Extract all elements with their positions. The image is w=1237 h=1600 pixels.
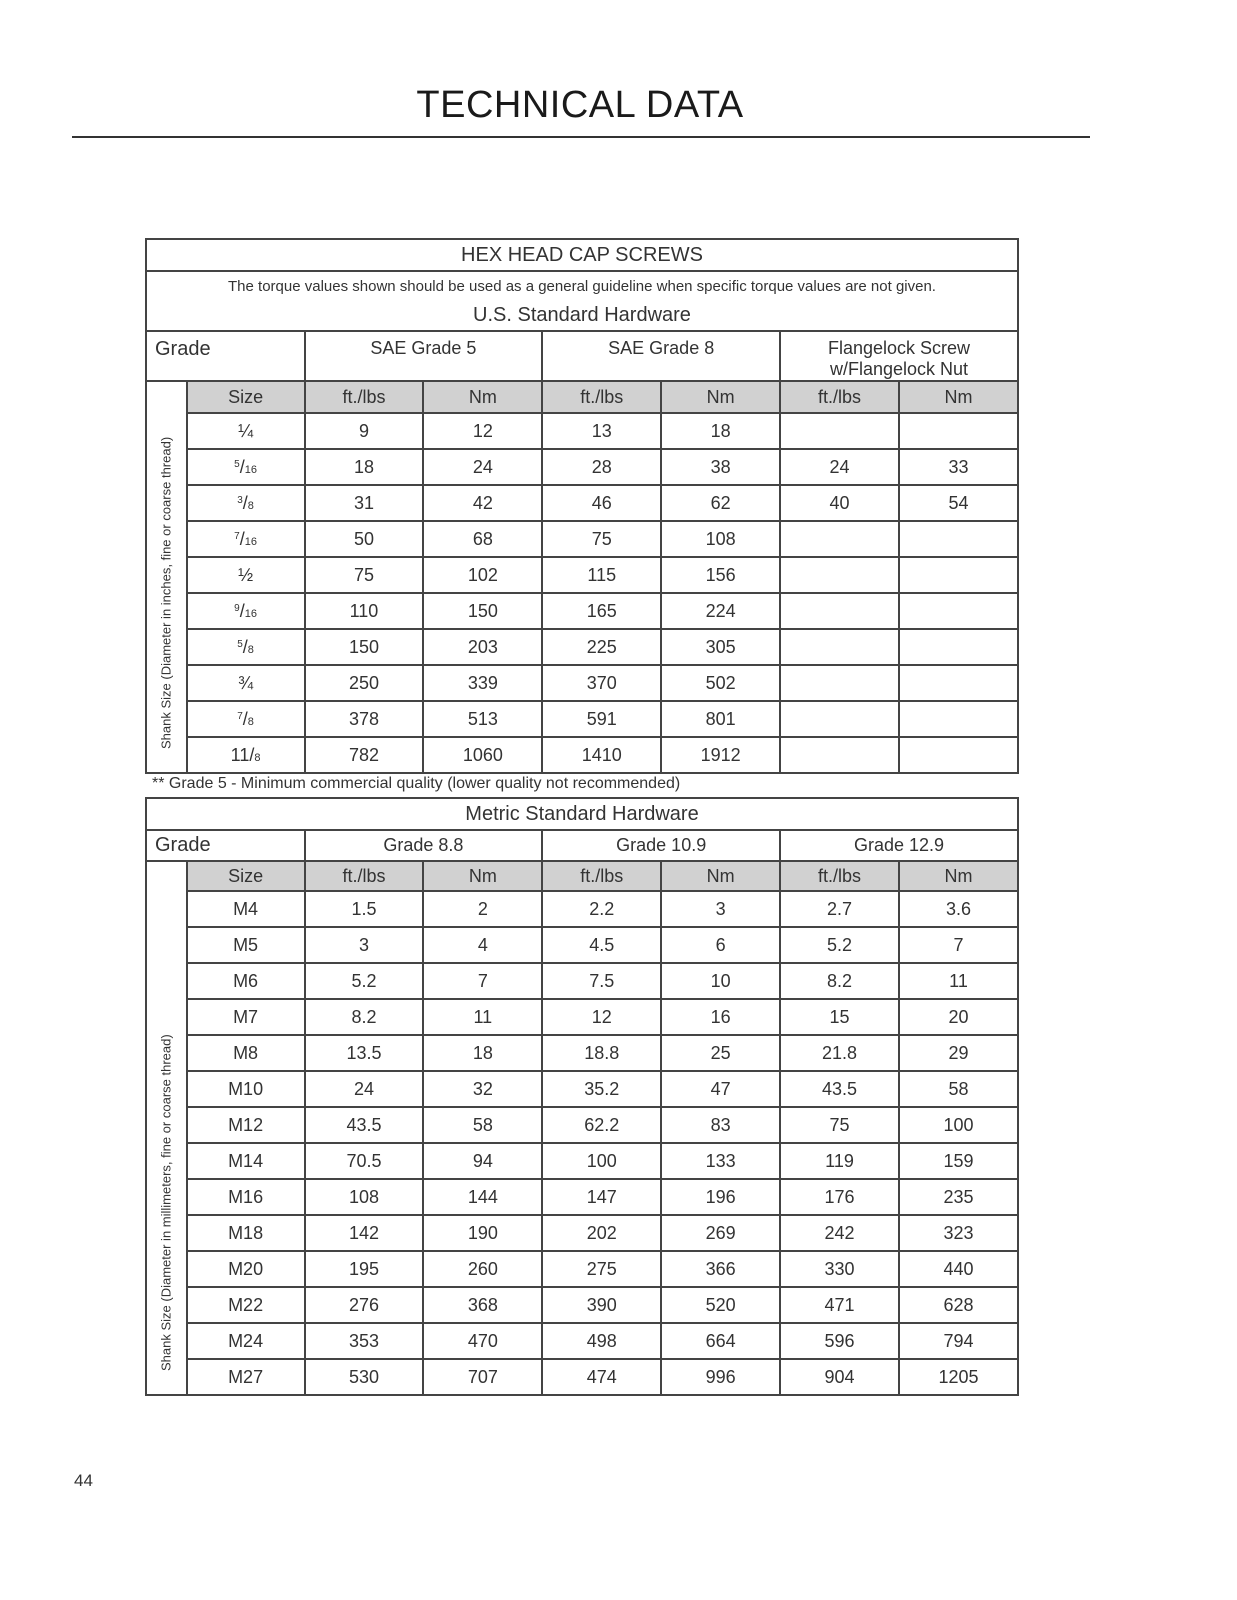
value-cell: 20	[899, 999, 1018, 1035]
value-cell: 4	[423, 927, 542, 963]
value-cell	[899, 629, 1018, 665]
table-row	[146, 1359, 1018, 1395]
size-cell: M16	[187, 1179, 305, 1215]
value-cell: 8.2	[305, 999, 424, 1035]
size-main: ¼	[238, 420, 254, 441]
size-main: /	[242, 636, 248, 657]
value-cell: 115	[542, 557, 661, 593]
footnote: ** Grade 5 - Minimum commercial quality (lower quality not recommended)	[152, 775, 681, 792]
value-cell: 15	[780, 999, 899, 1035]
value-cell: 3	[661, 891, 780, 927]
size-numerator: 9	[234, 602, 240, 614]
size-cell: M12	[187, 1107, 305, 1143]
size-cell	[187, 557, 305, 593]
value-cell: 13.5	[305, 1035, 424, 1071]
value-cell: 31	[305, 485, 424, 521]
size-cell	[187, 593, 305, 629]
value-cell: 11	[899, 963, 1018, 999]
column-header: Nm	[423, 861, 542, 891]
value-cell: 43.5	[780, 1071, 899, 1107]
size-cell: M22	[187, 1287, 305, 1323]
value-cell: 2.7	[780, 891, 899, 927]
value-cell: 1.5	[305, 891, 424, 927]
size-cell	[187, 485, 305, 521]
column-header: ft./lbs	[305, 381, 424, 413]
size-main: /	[242, 492, 248, 513]
grade-label: Grade	[146, 331, 305, 381]
value-cell: 54	[899, 485, 1018, 521]
size-denominator: 8	[247, 715, 254, 728]
column-header: ft./lbs	[780, 861, 899, 891]
size-cell	[187, 449, 305, 485]
table-row	[146, 593, 1018, 629]
value-cell: 29	[899, 1035, 1018, 1071]
value-cell: 996	[661, 1359, 780, 1395]
table-row	[146, 1143, 1018, 1179]
us-torque-table	[145, 238, 1019, 774]
size-main: 11/	[230, 744, 255, 765]
value-cell: 24	[423, 449, 542, 485]
size-main: /	[239, 600, 245, 621]
value-cell: 378	[305, 701, 424, 737]
size-cell: M24	[187, 1323, 305, 1359]
value-cell: 11	[423, 999, 542, 1035]
value-cell: 1912	[661, 737, 780, 773]
value-cell: 12	[542, 999, 661, 1035]
value-cell: 176	[780, 1179, 899, 1215]
value-cell: 147	[542, 1179, 661, 1215]
value-cell: 83	[661, 1107, 780, 1143]
value-cell: 144	[423, 1179, 542, 1215]
value-cell: 269	[661, 1215, 780, 1251]
value-cell: 9	[305, 413, 424, 449]
value-cell	[899, 701, 1018, 737]
value-cell: 471	[780, 1287, 899, 1323]
value-cell: 339	[423, 665, 542, 701]
value-cell	[780, 413, 899, 449]
size-cell	[187, 701, 305, 737]
grade-sae-8: SAE Grade 8	[542, 331, 780, 381]
value-cell: 707	[423, 1359, 542, 1395]
size-cell	[187, 629, 305, 665]
table-row	[146, 557, 1018, 593]
size-denominator: 16	[244, 463, 257, 476]
value-cell: 190	[423, 1215, 542, 1251]
size-denominator: 8	[247, 499, 254, 512]
value-cell: 119	[780, 1143, 899, 1179]
column-header: ft./lbs	[542, 861, 661, 891]
value-cell: 100	[899, 1107, 1018, 1143]
value-cell: 235	[899, 1179, 1018, 1215]
value-cell: 370	[542, 665, 661, 701]
value-cell: 133	[661, 1143, 780, 1179]
size-numerator: 5	[237, 638, 243, 650]
value-cell	[780, 665, 899, 701]
value-cell	[780, 521, 899, 557]
table-row	[146, 891, 1018, 927]
value-cell	[899, 593, 1018, 629]
value-cell: 108	[305, 1179, 424, 1215]
column-header: ft./lbs	[780, 381, 899, 413]
size-cell	[187, 521, 305, 557]
side-label: Shank Size (Diameter in millimeters, fine or coarse thread)	[158, 1034, 174, 1371]
table-subtitle: U.S. Standard Hardware	[146, 300, 1018, 331]
size-cell: M7	[187, 999, 305, 1035]
table-row	[146, 1251, 1018, 1287]
value-cell	[780, 737, 899, 773]
value-cell: 35.2	[542, 1071, 661, 1107]
table-row	[146, 1107, 1018, 1143]
value-cell: 330	[780, 1251, 899, 1287]
value-cell: 224	[661, 593, 780, 629]
value-cell: 513	[423, 701, 542, 737]
value-cell: 75	[305, 557, 424, 593]
table-row	[146, 485, 1018, 521]
metric-torque-table	[145, 797, 1019, 1396]
value-cell: 38	[661, 449, 780, 485]
value-cell: 664	[661, 1323, 780, 1359]
value-cell: 242	[780, 1215, 899, 1251]
size-main: ¾	[238, 672, 254, 693]
value-cell	[899, 521, 1018, 557]
value-cell	[899, 737, 1018, 773]
value-cell: 323	[899, 1215, 1018, 1251]
value-cell: 276	[305, 1287, 424, 1323]
value-cell: 794	[899, 1323, 1018, 1359]
value-cell: 275	[542, 1251, 661, 1287]
value-cell: 43.5	[305, 1107, 424, 1143]
value-cell: 2	[423, 891, 542, 927]
grade-label: Grade	[146, 830, 305, 861]
value-cell: 165	[542, 593, 661, 629]
size-cell: M4	[187, 891, 305, 927]
value-cell: 520	[661, 1287, 780, 1323]
table-row	[146, 737, 1018, 773]
table-row	[146, 629, 1018, 665]
value-cell: 498	[542, 1323, 661, 1359]
grade-12-9: Grade 12.9	[780, 830, 1018, 861]
value-cell: 8.2	[780, 963, 899, 999]
value-cell	[899, 413, 1018, 449]
table-row	[146, 701, 1018, 737]
value-cell: 225	[542, 629, 661, 665]
value-cell: 159	[899, 1143, 1018, 1179]
value-cell: 62.2	[542, 1107, 661, 1143]
value-cell: 28	[542, 449, 661, 485]
value-cell: 4.5	[542, 927, 661, 963]
value-cell: 1205	[899, 1359, 1018, 1395]
value-cell	[780, 701, 899, 737]
value-cell: 203	[423, 629, 542, 665]
table-row	[146, 665, 1018, 701]
table-title: HEX HEAD CAP SCREWS	[146, 239, 1018, 271]
size-cell	[187, 665, 305, 701]
value-cell: 260	[423, 1251, 542, 1287]
value-cell: 94	[423, 1143, 542, 1179]
table-row	[146, 927, 1018, 963]
value-cell: 591	[542, 701, 661, 737]
value-cell: 801	[661, 701, 780, 737]
value-cell: 10	[661, 963, 780, 999]
value-cell: 24	[305, 1071, 424, 1107]
value-cell: 50	[305, 521, 424, 557]
column-header: ft./lbs	[305, 861, 424, 891]
size-cell: M18	[187, 1215, 305, 1251]
title-rule	[72, 136, 1090, 138]
value-cell: 33	[899, 449, 1018, 485]
size-denominator: 16	[244, 607, 257, 620]
size-cell: M20	[187, 1251, 305, 1287]
value-cell: 70.5	[305, 1143, 424, 1179]
side-label-cell	[146, 381, 187, 773]
value-cell: 1410	[542, 737, 661, 773]
value-cell: 6	[661, 927, 780, 963]
value-cell: 3.6	[899, 891, 1018, 927]
value-cell: 250	[305, 665, 424, 701]
value-cell: 196	[661, 1179, 780, 1215]
value-cell: 150	[423, 593, 542, 629]
value-cell	[780, 629, 899, 665]
value-cell: 195	[305, 1251, 424, 1287]
column-header: Nm	[661, 381, 780, 413]
size-numerator: 7	[234, 530, 240, 542]
value-cell: 1060	[423, 737, 542, 773]
table-note: The torque values shown should be used as a general guideline when specific torque values are not given.	[146, 271, 1018, 300]
value-cell: 24	[780, 449, 899, 485]
value-cell	[780, 557, 899, 593]
column-header: Nm	[899, 381, 1018, 413]
value-cell: 46	[542, 485, 661, 521]
size-numerator: 7	[237, 710, 243, 722]
column-header: Size	[187, 381, 305, 413]
column-header: ft./lbs	[542, 381, 661, 413]
grade-sae-5: SAE Grade 5	[305, 331, 543, 381]
value-cell: 530	[305, 1359, 424, 1395]
size-denominator: 8	[254, 751, 261, 764]
value-cell: 12	[423, 413, 542, 449]
value-cell: 782	[305, 737, 424, 773]
value-cell: 58	[899, 1071, 1018, 1107]
value-cell: 110	[305, 593, 424, 629]
value-cell: 368	[423, 1287, 542, 1323]
table-row	[146, 1215, 1018, 1251]
grade-flangelock: Flangelock Screw w/Flangelock Nut	[780, 331, 1018, 381]
size-main: /	[239, 528, 245, 549]
table-row	[146, 1035, 1018, 1071]
grade-10-9: Grade 10.9	[542, 830, 780, 861]
value-cell: 305	[661, 629, 780, 665]
value-cell: 18	[661, 413, 780, 449]
value-cell: 156	[661, 557, 780, 593]
size-denominator: 8	[247, 643, 254, 656]
value-cell: 75	[780, 1107, 899, 1143]
column-header: Nm	[423, 381, 542, 413]
side-label: Shank Size (Diameter in inches, fine or coarse thread)	[158, 436, 174, 749]
size-denominator: 16	[244, 535, 257, 548]
table-row	[146, 449, 1018, 485]
size-main: /	[242, 708, 248, 729]
value-cell: 18.8	[542, 1035, 661, 1071]
value-cell: 5.2	[305, 963, 424, 999]
size-main: ½	[238, 564, 254, 585]
value-cell: 390	[542, 1287, 661, 1323]
size-main: /	[239, 456, 245, 477]
value-cell: 58	[423, 1107, 542, 1143]
size-cell: M8	[187, 1035, 305, 1071]
value-cell: 440	[899, 1251, 1018, 1287]
size-cell: M14	[187, 1143, 305, 1179]
column-header: Nm	[899, 861, 1018, 891]
table-row	[146, 1179, 1018, 1215]
column-header: Size	[187, 861, 305, 891]
value-cell: 32	[423, 1071, 542, 1107]
value-cell: 202	[542, 1215, 661, 1251]
table-row	[146, 1071, 1018, 1107]
value-cell: 25	[661, 1035, 780, 1071]
value-cell: 100	[542, 1143, 661, 1179]
table-row	[146, 1287, 1018, 1323]
size-cell: M6	[187, 963, 305, 999]
page-title: TECHNICAL DATA	[416, 84, 744, 126]
table-row	[146, 1323, 1018, 1359]
table-row	[146, 963, 1018, 999]
side-label-cell	[146, 861, 187, 1395]
value-cell: 142	[305, 1215, 424, 1251]
value-cell	[899, 665, 1018, 701]
value-cell: 75	[542, 521, 661, 557]
value-cell: 16	[661, 999, 780, 1035]
table-row	[146, 413, 1018, 449]
value-cell: 7.5	[542, 963, 661, 999]
value-cell: 904	[780, 1359, 899, 1395]
value-cell: 102	[423, 557, 542, 593]
size-numerator: 3	[237, 494, 243, 506]
value-cell: 353	[305, 1323, 424, 1359]
value-cell: 7	[423, 963, 542, 999]
value-cell: 7	[899, 927, 1018, 963]
value-cell: 42	[423, 485, 542, 521]
value-cell: 18	[423, 1035, 542, 1071]
value-cell: 628	[899, 1287, 1018, 1323]
page-number: 44	[74, 1471, 93, 1490]
size-cell: M5	[187, 927, 305, 963]
value-cell: 596	[780, 1323, 899, 1359]
value-cell: 68	[423, 521, 542, 557]
value-cell: 40	[780, 485, 899, 521]
size-cell: M27	[187, 1359, 305, 1395]
value-cell: 108	[661, 521, 780, 557]
size-cell	[187, 737, 305, 773]
grade-8-8: Grade 8.8	[305, 830, 543, 861]
table-row	[146, 521, 1018, 557]
value-cell	[899, 557, 1018, 593]
value-cell: 13	[542, 413, 661, 449]
size-numerator: 5	[234, 458, 240, 470]
value-cell: 150	[305, 629, 424, 665]
table-row	[146, 999, 1018, 1035]
size-cell	[187, 413, 305, 449]
value-cell: 5.2	[780, 927, 899, 963]
table-subtitle: Metric Standard Hardware	[146, 798, 1018, 830]
column-header: Nm	[661, 861, 780, 891]
value-cell: 21.8	[780, 1035, 899, 1071]
value-cell: 62	[661, 485, 780, 521]
value-cell: 18	[305, 449, 424, 485]
value-cell: 470	[423, 1323, 542, 1359]
size-cell: M10	[187, 1071, 305, 1107]
value-cell: 474	[542, 1359, 661, 1395]
value-cell: 2.2	[542, 891, 661, 927]
value-cell: 502	[661, 665, 780, 701]
value-cell: 47	[661, 1071, 780, 1107]
value-cell: 366	[661, 1251, 780, 1287]
value-cell: 3	[305, 927, 424, 963]
value-cell	[780, 593, 899, 629]
